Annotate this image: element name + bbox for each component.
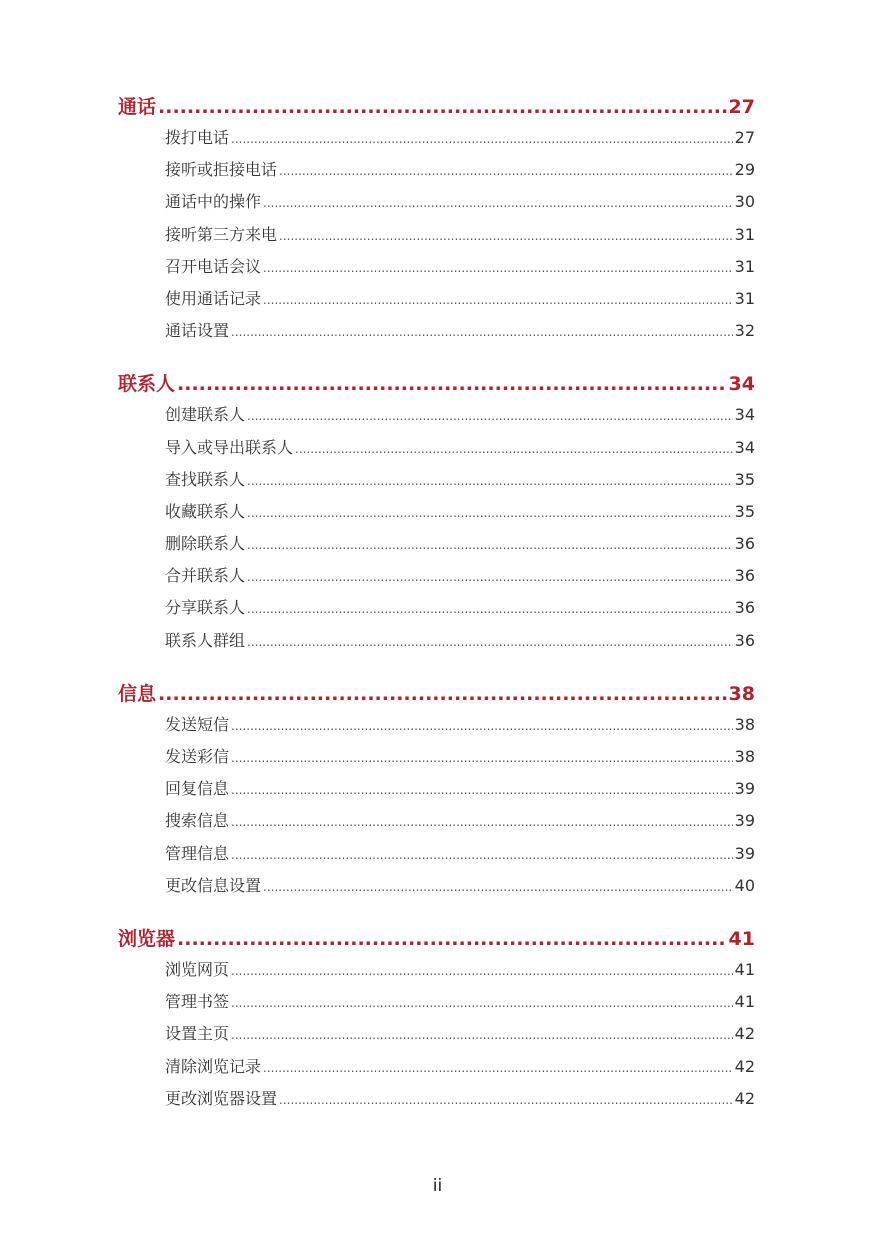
toc-entry[interactable] <box>165 1018 755 1050</box>
toc-section-heading[interactable] <box>118 369 755 399</box>
dot-leader <box>231 710 733 742</box>
toc-entry[interactable] <box>165 464 755 496</box>
toc-section-messages <box>118 679 755 902</box>
entry-page-number: 38 <box>734 747 755 766</box>
entry-page-number: 31 <box>734 224 755 244</box>
entry-title: 合并联系人 <box>165 566 246 586</box>
toc-entry[interactable] <box>165 186 755 218</box>
entry-page-number: 39 <box>734 779 755 799</box>
toc-section-heading[interactable] <box>118 679 755 709</box>
toc-entry[interactable] <box>165 1051 755 1083</box>
dot-leader <box>231 742 733 774</box>
entry-page-number: 35 <box>734 469 755 489</box>
entry-page-number: 36 <box>734 598 755 618</box>
entry-title: 管理信息 <box>165 843 230 863</box>
entry-title: 设置主页 <box>165 1024 230 1044</box>
entry-page-number: 27 <box>734 128 755 147</box>
toc-entry[interactable] <box>165 592 755 624</box>
entry-title: 浏览网页 <box>165 959 230 979</box>
entry-title: 使用通话记录 <box>165 288 262 308</box>
table-of-contents <box>118 92 755 1137</box>
dot-leader <box>263 187 733 219</box>
dot-leader <box>247 400 733 432</box>
entry-page-number: 40 <box>734 875 755 895</box>
entry-title: 查找联系人 <box>165 469 246 489</box>
entry-title: 拨打电话 <box>165 128 230 147</box>
dot-leader <box>247 626 733 658</box>
entry-title: 回复信息 <box>165 779 230 799</box>
entry-page-number: 34 <box>734 437 755 457</box>
entry-page-number: 39 <box>734 843 755 863</box>
dot-leader <box>247 497 733 529</box>
section-page-number: 34 <box>728 373 755 396</box>
toc-entry[interactable] <box>165 528 755 560</box>
entry-title: 更改信息设置 <box>165 875 262 895</box>
entry-page-number: 31 <box>734 256 755 276</box>
section-page-number: 41 <box>728 927 755 950</box>
dot-leader <box>295 433 733 465</box>
dot-leader <box>231 774 733 806</box>
dot-leader <box>158 679 727 709</box>
toc-entry[interactable] <box>165 154 755 186</box>
entry-page-number: 32 <box>734 321 755 341</box>
toc-entry[interactable] <box>165 283 755 315</box>
entry-page-number: 36 <box>734 630 755 650</box>
page-number-footer: ii <box>432 1176 443 1196</box>
toc-entry[interactable] <box>165 560 755 592</box>
dot-leader <box>247 593 733 625</box>
entry-page-number: 31 <box>734 288 755 308</box>
entry-title: 接听或拒接电话 <box>165 160 278 180</box>
entry-page-number: 34 <box>734 405 755 425</box>
section-title: 联系人 <box>118 373 176 396</box>
entry-title: 搜索信息 <box>165 811 230 831</box>
toc-entry[interactable] <box>165 870 755 902</box>
entry-title: 更改浏览器设置 <box>165 1088 278 1108</box>
toc-entry[interactable] <box>165 399 755 431</box>
entry-title: 接听第三方来电 <box>165 224 278 244</box>
toc-section-browser <box>118 924 755 1115</box>
dot-leader <box>231 123 733 155</box>
entry-title: 创建联系人 <box>165 405 246 425</box>
toc-entry[interactable] <box>165 741 755 773</box>
section-title: 浏览器 <box>118 927 176 950</box>
entry-page-number: 35 <box>734 501 755 521</box>
entry-page-number: 36 <box>734 566 755 586</box>
dot-leader <box>177 369 727 399</box>
entry-title: 分享联系人 <box>165 598 246 618</box>
entry-page-number: 38 <box>734 714 755 734</box>
dot-leader <box>231 806 733 838</box>
dot-leader <box>263 1052 733 1084</box>
section-page-number: 38 <box>728 682 755 705</box>
entry-page-number: 39 <box>734 811 755 831</box>
toc-section-heading[interactable] <box>118 924 755 954</box>
toc-entry[interactable] <box>165 432 755 464</box>
toc-entry[interactable] <box>165 219 755 251</box>
entry-title: 发送短信 <box>165 714 230 734</box>
toc-entry[interactable] <box>165 496 755 528</box>
toc-entry[interactable] <box>165 251 755 283</box>
section-title: 信息 <box>118 682 157 705</box>
dot-leader <box>231 1019 733 1051</box>
entry-title: 发送彩信 <box>165 747 230 766</box>
entry-page-number: 41 <box>734 992 755 1012</box>
dot-leader <box>231 839 733 871</box>
entry-title: 收藏联系人 <box>165 501 246 521</box>
toc-entry[interactable] <box>165 122 755 154</box>
entry-title: 召开电话会议 <box>165 256 262 276</box>
entry-page-number: 41 <box>734 959 755 979</box>
entry-title: 通话设置 <box>165 321 230 341</box>
entry-title: 管理书签 <box>165 992 230 1012</box>
dot-leader <box>158 92 727 122</box>
dot-leader <box>231 316 733 348</box>
toc-entry[interactable] <box>165 805 755 837</box>
dot-leader <box>263 252 733 284</box>
dot-leader <box>247 529 733 561</box>
toc-section-calls <box>118 92 755 347</box>
entry-page-number: 42 <box>734 1024 755 1044</box>
entry-page-number: 42 <box>734 1088 755 1108</box>
toc-section-contacts <box>118 369 755 657</box>
toc-entry[interactable] <box>165 625 755 657</box>
section-page-number: 27 <box>728 96 755 118</box>
section-title: 通话 <box>118 96 157 118</box>
dot-leader <box>263 871 733 903</box>
dot-leader <box>231 955 733 987</box>
toc-section-heading[interactable] <box>118 92 755 122</box>
dot-leader <box>279 155 733 187</box>
entry-title: 通话中的操作 <box>165 192 262 212</box>
entry-title: 删除联系人 <box>165 534 246 554</box>
dot-leader <box>177 924 727 954</box>
dot-leader <box>231 987 733 1019</box>
dot-leader <box>247 561 733 593</box>
toc-entry[interactable] <box>165 709 755 741</box>
dot-leader <box>247 465 733 497</box>
entry-title: 导入或导出联系人 <box>165 437 294 457</box>
dot-leader <box>279 220 733 252</box>
toc-entry[interactable] <box>165 986 755 1018</box>
toc-entry[interactable] <box>165 773 755 805</box>
entry-title: 清除浏览记录 <box>165 1056 262 1076</box>
entry-page-number: 36 <box>734 534 755 554</box>
dot-leader <box>263 284 733 316</box>
entry-title: 联系人群组 <box>165 630 246 650</box>
entry-page-number: 30 <box>734 192 755 212</box>
toc-entry[interactable] <box>165 954 755 986</box>
entry-page-number: 29 <box>734 160 755 180</box>
toc-entry[interactable] <box>165 1083 755 1115</box>
dot-leader <box>279 1084 733 1116</box>
toc-entry[interactable] <box>165 315 755 347</box>
entry-page-number: 42 <box>734 1056 755 1076</box>
toc-entry[interactable] <box>165 838 755 870</box>
